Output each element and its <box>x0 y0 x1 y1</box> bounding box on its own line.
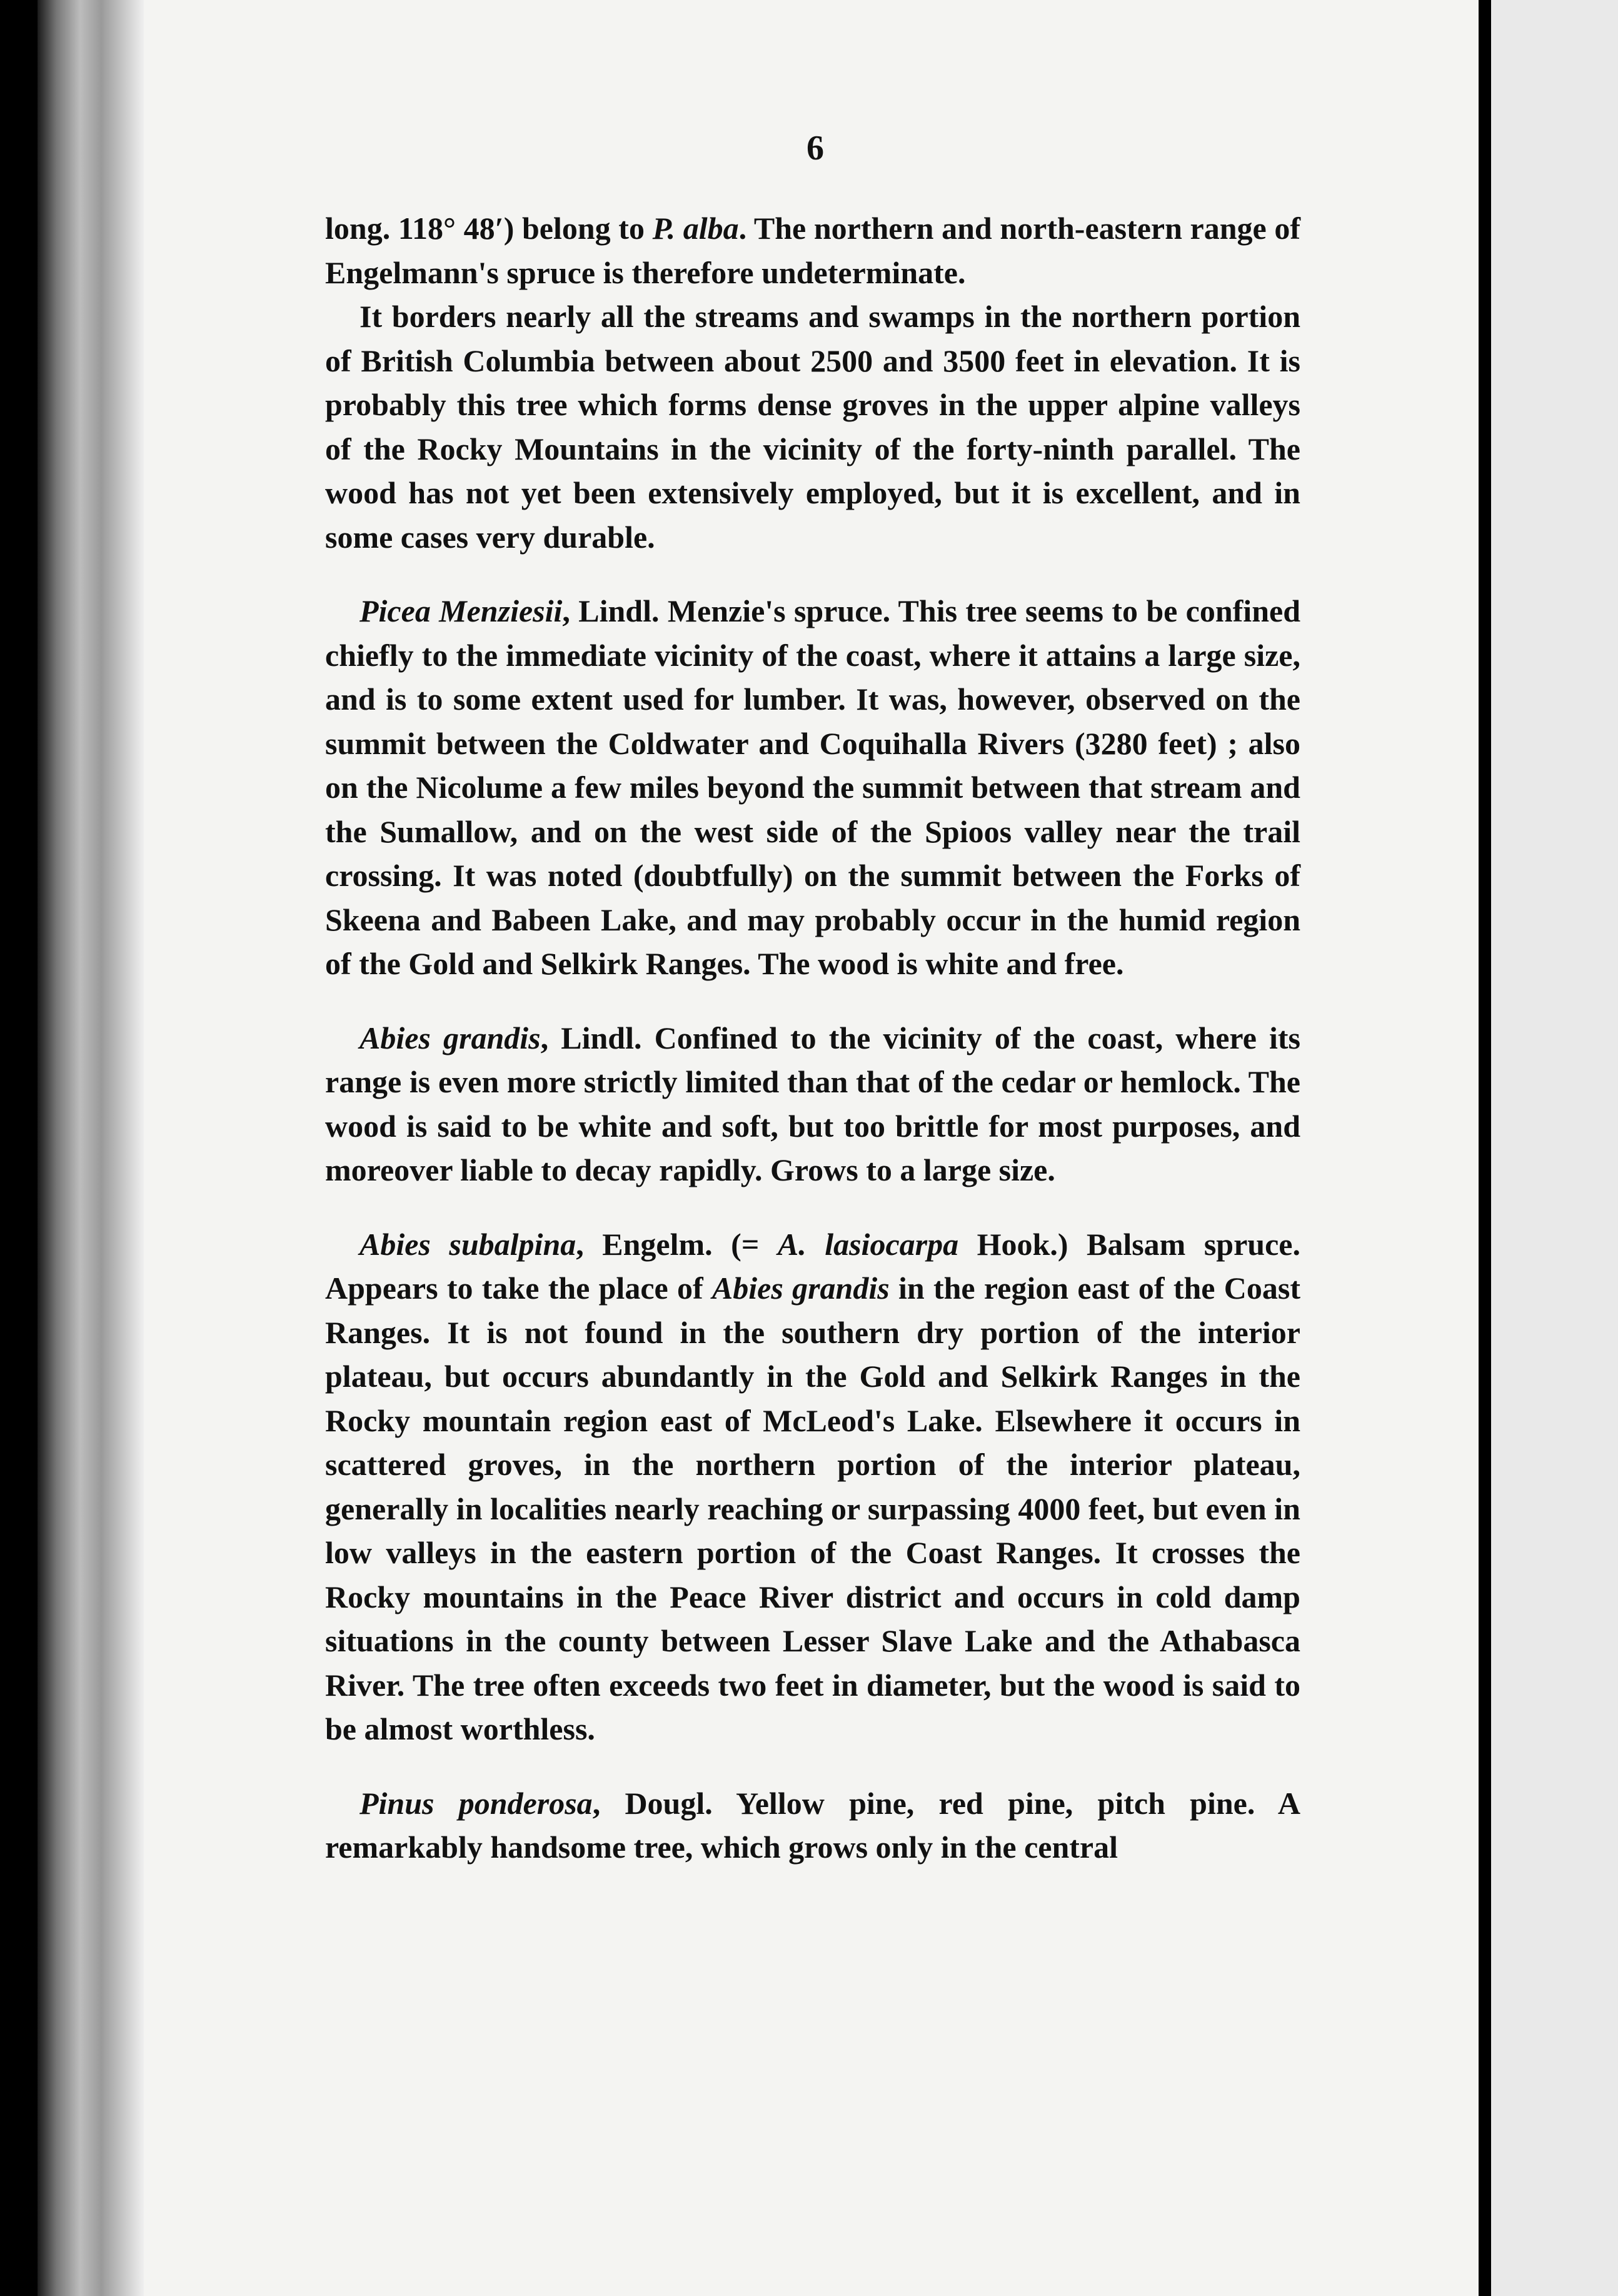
page-body <box>325 206 1300 1870</box>
paragraph-text: , Dougl. Yellow pine, red pine, pitch pine. A remarkably handsome tree, which grows only in the central <box>325 1785 1300 1865</box>
paragraph-text: in the region east of the Coast Ranges. It is not found in the southern dry portion of the interior plateau, but occurs abundantly in the Gold and Selkirk Ranges in the Rocky mountain region east of McLeod's Lake. Elsewhere it occurs in scattered groves, in the northern portion of the interior plateau, generally in localities nearly reaching or surpassing 4000 feet, but even in low valleys in the eastern portion of the Coast Ranges. It crosses the Rocky mountains in the Peace River district and occurs in cold damp situations in the county between Lesser Slave Lake and the Athabasca River. The tree often exceeds two feet in diameter, but the wood is said to be almost worthless. <box>325 1271 1300 1746</box>
paragraph-picea-menziesii <box>325 589 1300 986</box>
species-name: Pinus ponderosa <box>359 1785 593 1821</box>
paragraph-pinus-ponderosa <box>325 1781 1300 1870</box>
species-name: P. alba <box>652 211 739 246</box>
paragraph-engelmann-range <box>325 295 1300 559</box>
paragraph-text: long. 118° 48′) belong to <box>325 211 653 246</box>
paragraph-text: . The northern and north-eastern range of Engelmann's spruce is therefore undeterminate. <box>325 211 1301 290</box>
paragraph-abies-grandis <box>325 1016 1300 1192</box>
page-number: 6 <box>806 129 824 168</box>
species-name: Abies grandis <box>711 1271 890 1306</box>
paragraph-continuation <box>325 206 1300 295</box>
paragraph-text: , Lindl. Confined to the vicinity of the coast, where its range is even more strictly limited than that of the cedar or hemlock. The wood is said to be white and soft, but too brittle for most purposes, and moreover liable to decay rapidly. Grows to a large size. <box>325 1020 1300 1187</box>
book-spine-edge <box>38 0 144 2296</box>
paragraph-abies-subalpina <box>325 1222 1300 1751</box>
species-name: Abies grandis <box>359 1020 541 1055</box>
species-name: Picea Menziesii <box>359 593 563 628</box>
paragraph-text: , Lindl. Menzie's spruce. This tree seems to be confined chiefly to the immediate vicinity of the coast, where it attains a large size, and is to some extent used for lumber. It was, however, observed on the summit between the Coldwater and Coquihalla Rivers (3280 feet) ; also on the Nicolume a few miles beyond the summit between that stream and the Sumallow, and on the west side of the Spioos valley near the trail crossing. It was noted (doubtfully) on the summit between the Forks of Skeena and Babeen Lake, and may probably occur in the humid region of the Gold and Selkirk Ranges. The wood is white and free. <box>325 593 1300 981</box>
paragraph-text: It borders nearly all the streams and swamps in the northern portion of British Columbia between about 2500 and 3500 feet in elevation. It is probably this tree which forms dense groves in the upper alpine valleys of the Rocky Mountains in the vicinity of the forty-ninth parallel. The wood has not yet been extensively employed, but it is excellent, and in some cases very durable. <box>325 299 1300 555</box>
facing-page-edge <box>1491 0 1618 2296</box>
paragraph-text: Hook.) Balsam spruce. Appears to take the place of <box>325 1226 1300 1306</box>
paragraph-text: , Engelm. (= <box>576 1226 778 1262</box>
species-name: Abies subalpina <box>359 1226 576 1262</box>
species-name: A. lasiocarpa <box>777 1226 959 1262</box>
